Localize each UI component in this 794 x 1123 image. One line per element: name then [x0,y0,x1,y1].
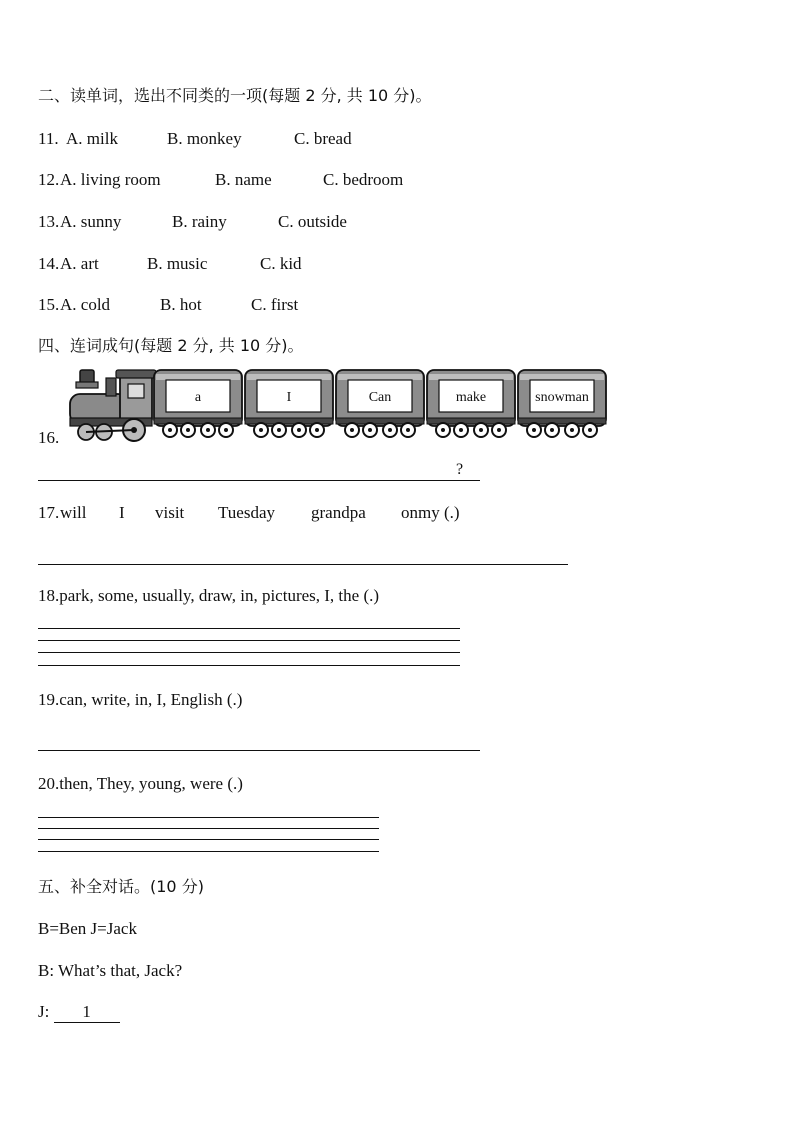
answer-line-20b [38,828,379,829]
section4-heading: 四、连词成句(每题 2 分, 共 10 分)。 [38,336,304,355]
question-number: 17. [38,503,60,522]
option-c: C. bedroom [323,170,404,189]
question-17 [38,503,460,523]
question-20 [38,774,243,794]
speaker-label: J: [38,1002,50,1021]
option-c: C. first [251,295,299,314]
train-car-word: a [194,390,202,405]
answer-line-17 [38,564,568,565]
answer-line-20a [38,817,379,818]
question-number: 13. [38,212,60,231]
answer-line-20d [38,851,379,852]
option-b: B. music [147,254,208,273]
answer-blank-1[interactable]: 1 [54,1002,120,1023]
question-16-end-mark: ? [456,461,464,478]
dialogue-roles: B=Ben J=Jack [38,919,137,938]
question-number: 14. [38,254,60,273]
option-a: A. milk [66,129,118,148]
word: I [119,503,125,522]
train-car-word: Can [368,390,392,405]
option-b: B. rainy [172,212,227,231]
train-car [336,370,424,437]
option-b: B. hot [160,295,202,314]
question-number: 20. [38,774,60,793]
question-13 [38,212,347,232]
locomotive-icon [70,370,156,441]
option-b: B. name [215,170,272,189]
answer-line-20c [38,839,379,840]
word: will [60,503,87,522]
answer-line-18d [38,665,460,666]
train-car [154,370,242,437]
word: onmy (.) [401,503,460,522]
question-16-number: 16. [38,428,60,447]
question-12 [38,170,404,190]
question-11 [38,129,352,149]
question-text: can, write, in, I, English (.) [59,690,243,709]
answer-line-19 [38,750,480,751]
train-car-word: make [455,390,487,405]
question-number: 15. [38,295,60,314]
answer-line-18a [38,628,460,629]
dialogue-line-2 [38,1002,120,1023]
option-c: C. bread [294,129,352,148]
train-cars [154,370,606,437]
option-a: A. living room [60,170,161,189]
dialogue-line-1: B: What’s that, Jack? [38,961,183,980]
answer-line-18b [38,640,460,641]
question-number: 18. [38,586,60,605]
option-c: C. outside [278,212,347,231]
section2-heading: 二、读单词，选出不同类的一项(每题 2 分, 共 10 分)。 [38,86,432,105]
train-car [245,370,333,437]
question-text: park, some, usually, draw, in, pictures, I, the (.) [59,586,380,605]
option-a: A. sunny [60,212,122,231]
question-number: 19. [38,690,60,709]
question-number: 12. [38,170,60,189]
question-18 [38,586,379,606]
option-c: C. kid [260,254,302,273]
answer-line-16 [38,480,480,481]
question-14 [38,254,302,274]
question-number: 11. [38,129,59,148]
section5-heading: 五、补全对话。(10 分) [38,877,204,896]
word: grandpa [311,503,366,522]
answer-line-18c [38,652,460,653]
train-car [427,370,515,437]
question-text: then, They, young, were (.) [59,774,243,793]
train-car-word: I [286,390,292,405]
train-car [518,370,606,437]
word: visit [155,503,185,522]
question-15 [38,295,299,315]
option-b: B. monkey [167,129,242,148]
train-car-word: snowman [535,390,589,405]
word-train-illustration [66,366,608,446]
word: Tuesday [218,503,275,522]
question-19 [38,690,242,710]
option-a: A. art [60,254,99,273]
option-a: A. cold [60,295,111,314]
